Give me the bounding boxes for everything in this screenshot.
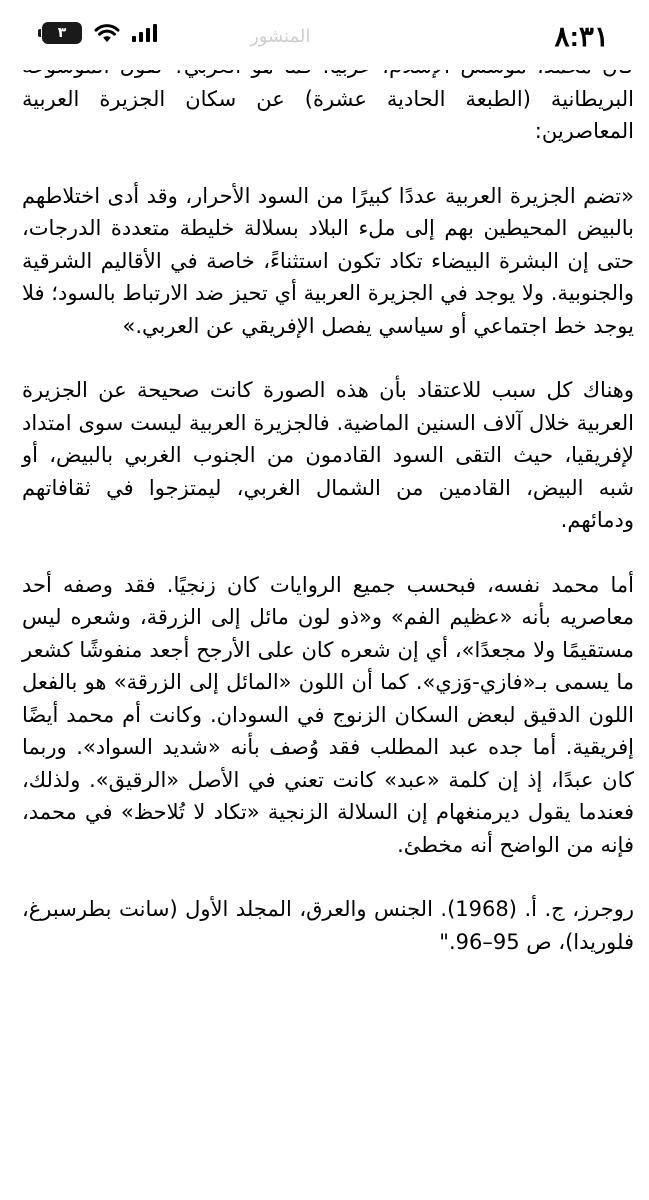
status-bar (0, 0, 649, 70)
citation: روجرز، ج. أ. (1968). الجنس والعرق، المجلد الأول (سانت بطرسبرغ، فلوريدا)، ص 95–96." (22, 897, 635, 954)
body-paragraph: أما محمد نفسه، فبحسب جميع الروايات كان زنجيًا. فقد وصفه أحد معاصريه بأنه «عظيم الفم» و«ذو لون مائل إلى الزرقة، وشعره ليس مستقيمًا ولا مجعدًا»، أي إن شعره كان على الأرجح أجعد منفوشًا كشعر ما يسمى بـ«فازي-وَزي». كما أن اللون «المائل إلى الزرقة» هو بالفعل اللون الدقيق لبعض السكان الزنوج في السودان. وكانت أم محمد أيضًا إفريقية. أما جده عبد المطلب فقد وُصف بأنه «شديد السواد». وربما كان عبدًا، إذ إن كلمة «عبد» كانت تعني في الأصل «الرقيق». ولذلك، فعندما يقول ديرمنغهام إن السلالة الزنجية «تكاد لا تُلاحظ» في محمد، فإنه من الواضح أنه مخطئ. (22, 572, 634, 857)
body-paragraph: وهناك كل سبب للاعتقاد بأن هذه الصورة كانت صحيحة عن الجزيرة العربية خلال آلاف السنين الماضية. فالجزيرة العربية ليست سوى امتداد لإفريقيا، حيث التقى السود القادمون من الجنوب الغربي بالبيض، أو شبه البيض، القادمين من الشمال الغربي، ليمتزجوا في ثقافاتهم ودمائهم. (22, 378, 634, 532)
intro-paragraph: البريطانية (الطبعة الحادية عشرة) عن سكان الجزيرة العربية المعاصرين: (22, 86, 634, 143)
status-icons (42, 22, 157, 44)
encyclopedia-quote: «تضم الجزيرة العربية عددًا كبيرًا من السود الأحرار، وقد أدى اختلاطهم بالبيض المحيطين بهم إلى ملء البلاد بسلالة خليطة متعددة الدرجات، حتى إن البشرة البيضاء تكاد تكون استثناءً، خاصة في الأقاليم الشرقية والجنوبية. ولا يوجد في الجزيرة العربية أي تحيز ضد الارتباط بالسود؛ فلا يوجد خط اجتماعي أو سياسي يفصل الإفريقي عن العربي.» (22, 183, 634, 338)
cellular-signal-icon (132, 24, 157, 42)
status-time: ٨:٣١ (554, 21, 609, 52)
faded-header-title: المنشور (250, 26, 311, 47)
battery-icon: ٣ (42, 22, 82, 44)
wifi-icon (94, 23, 120, 43)
article-body (22, 64, 634, 990)
